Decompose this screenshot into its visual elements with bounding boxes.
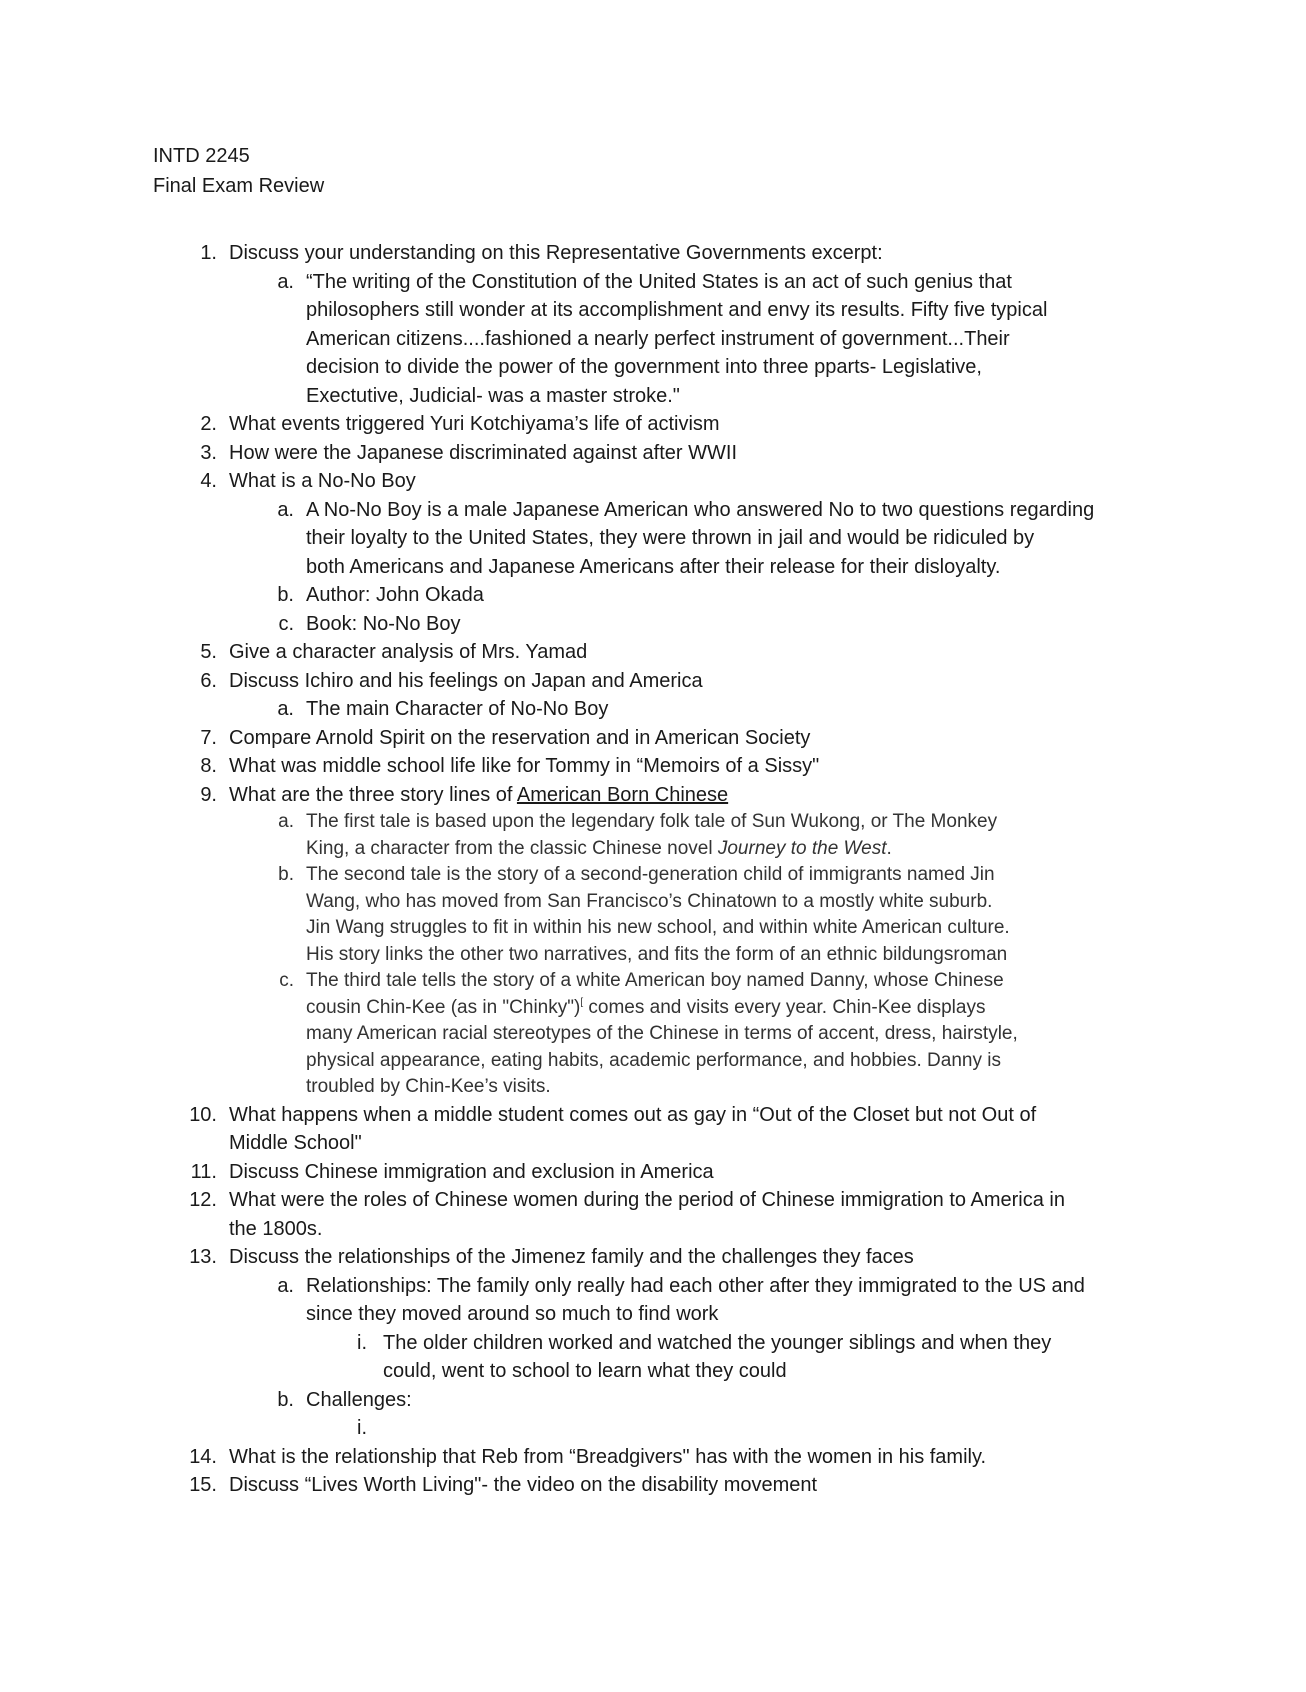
question-item [189, 1101, 1306, 1158]
sub-item [277, 496, 1306, 582]
text-line: Compare Arnold Spirit on the reservation and in American Society [229, 726, 811, 749]
item-marker: 11. [190, 1160, 217, 1183]
item-marker: 2. [200, 413, 217, 435]
sub-item [278, 862, 1306, 968]
citation-mark: [ [580, 996, 584, 1008]
item-text [229, 239, 883, 268]
text-line: What is the relationship that Reb from “Breadgivers" has with the women in his family. [229, 1445, 987, 1468]
item-text [229, 724, 810, 753]
item-marker: 13. [189, 1246, 217, 1268]
sub-item [277, 581, 1306, 610]
text-line: philosophers still wonder at its accomplishment and envy its results. Fifty five typical [306, 299, 1048, 321]
question-item [200, 439, 1306, 468]
sub-sub-item [357, 1414, 1306, 1443]
text-line: Discuss Chinese immigration and exclusion in America [229, 1160, 714, 1183]
item-text [229, 1158, 714, 1187]
text-line: The first tale is based upon the legendary folk tale of Sun Wukong, or The Monkey [306, 811, 998, 832]
item-marker: 5. [200, 641, 217, 663]
text-line: the 1800s. [229, 1217, 323, 1240]
text-line: Relationships: The family only really had each other after they immigrated to the US and [306, 1274, 1085, 1297]
item-marker: a. [278, 811, 294, 832]
question-item [189, 1243, 1306, 1272]
sub-item [277, 1272, 1306, 1329]
text-line: What happens when a middle student comes out as gay in “Out of the Closet but not Out of [229, 1103, 1037, 1126]
text-line: Book: No-No Boy [306, 612, 461, 635]
item-text [306, 496, 1094, 582]
item-marker: 4. [200, 470, 217, 492]
text-line: since they moved around so much to find work [306, 1303, 719, 1325]
question-item [200, 724, 1306, 753]
item-marker: b. [277, 584, 294, 606]
text-line: What was middle school life like for Tommy in “Memoirs of a Sissy" [229, 755, 820, 777]
text-line: What were the roles of Chinese women during the period of Chinese immigration to America in [229, 1189, 1065, 1211]
item-marker: a. [277, 498, 294, 521]
text-line: Discuss “Lives Worth Living"- the video on the disability movement [229, 1474, 818, 1496]
question-item [200, 667, 1306, 696]
item-text [306, 1272, 1085, 1329]
item-text [229, 1101, 1036, 1158]
item-text [383, 1329, 1051, 1386]
item-text [229, 1471, 817, 1500]
text-line: . [886, 837, 892, 859]
sub-item [277, 695, 1306, 724]
text-line: A No-No Boy is a male Japanese American who answered No to two questions regarding [306, 498, 1095, 521]
text-line: could, went to school to learn what they could [383, 1360, 787, 1382]
item-marker: 6. [200, 669, 217, 692]
text-line: Discuss the relationships of the Jimenez family and the challenges they faces [229, 1246, 914, 1268]
novel-title: Journey to the West [717, 837, 887, 859]
text-line: Discuss your understanding on this Representative Governments excerpt: [229, 242, 883, 264]
sub-item [278, 610, 1306, 639]
text-line: How were the Japanese discriminated against after WWII [229, 441, 737, 464]
item-marker: a. [277, 1274, 294, 1297]
item-text [306, 1386, 412, 1415]
item-text [306, 610, 461, 639]
item-text [229, 667, 703, 696]
item-text [306, 968, 1018, 1101]
item-marker: i. [357, 1417, 367, 1439]
text-line: King, a character from the classic Chinese novel [306, 837, 718, 859]
item-text [229, 638, 587, 667]
question-item [200, 467, 1306, 496]
text-line: both Americans and Japanese Americans after their release for their disloyalty. [306, 555, 1001, 578]
item-text [229, 1443, 986, 1472]
question-item [200, 638, 1306, 667]
item-text [306, 268, 1047, 411]
item-text [306, 809, 997, 862]
item-marker: c. [279, 970, 294, 991]
text-line: The older children worked and watched the younger siblings and when they [383, 1331, 1052, 1354]
item-text [229, 1243, 914, 1272]
book-title: American Born Chinese [516, 783, 729, 806]
question-item [190, 1158, 1306, 1187]
sub-item [277, 268, 1306, 411]
sub-sub-item [357, 1329, 1306, 1386]
text-line: The main Character of No-No Boy [306, 698, 609, 720]
item-text [306, 581, 484, 610]
item-marker: a. [277, 270, 294, 293]
course-code: INTD 2245 [153, 145, 250, 167]
question-item [189, 1443, 1306, 1472]
text-line: comes and visits every year. Chin-Kee displays [583, 996, 986, 1018]
text-line: physical appearance, eating habits, academic performance, and hobbies. Danny is [306, 1049, 1001, 1071]
text-line: Wang, who has moved from San Francisco’s Chinatown to a mostly white suburb. [306, 890, 993, 912]
item-text [229, 781, 728, 810]
text-line: many American racial stereotypes of the Chinese in terms of accent, dress, hairstyle, [306, 1023, 1018, 1044]
text-line: American citizens....fashioned a nearly perfect instrument of government...Their [306, 327, 1010, 350]
item-text [229, 439, 737, 468]
text-line: The third tale tells the story of a white American boy named Danny, whose Chinese [306, 970, 1004, 991]
item-marker: 10. [189, 1103, 217, 1126]
sub-item [279, 968, 1306, 1101]
question-item [200, 410, 1306, 439]
text-line: their loyalty to the United States, they were thrown in jail and would be ridiculed by [306, 527, 1035, 549]
text-line: What events triggered Yuri Kotchiyama’s life of activism [229, 413, 720, 435]
item-text [229, 752, 819, 781]
text-line: troubled by Chin-Kee’s visits. [306, 1076, 551, 1097]
item-marker: 14. [189, 1445, 217, 1468]
text-line: Middle School" [229, 1132, 362, 1154]
text-line: What is a No-No Boy [229, 470, 416, 492]
text-line: Jin Wang struggles to fit in within his new school, and within white American culture. [306, 917, 1010, 938]
text-line: decision to divide the power of the government into three pparts- Legislative, [306, 356, 982, 378]
question-item [189, 1471, 1306, 1500]
item-text [229, 410, 720, 439]
text-line: Author: John Okada [306, 584, 484, 606]
item-marker: b. [277, 1388, 294, 1411]
item-text [229, 467, 416, 496]
item-marker: i. [357, 1331, 367, 1354]
text-line: Exectutive, Judicial- was a master stroke." [306, 384, 680, 407]
question-item [200, 781, 1306, 810]
item-marker: 15. [189, 1474, 217, 1496]
text-line: “The writing of the Constitution of the United States is an act of such genius that [306, 270, 1012, 293]
item-marker: b. [278, 864, 294, 885]
text-line: His story links the other two narratives, and fits the form of an ethnic bildungsroman [306, 943, 1008, 965]
item-marker: c. [278, 612, 294, 635]
item-marker: 12. [189, 1189, 217, 1211]
item-text [306, 695, 608, 724]
item-marker: a. [277, 698, 294, 720]
item-text [306, 862, 1010, 968]
sub-item [277, 1386, 1306, 1415]
item-text [229, 1186, 1065, 1243]
text-line: What are the three story lines of [229, 783, 517, 806]
text-line: cousin Chin-Kee (as in "Chinky") [306, 996, 581, 1018]
question-item [200, 752, 1306, 781]
document-title: Final Exam Review [153, 175, 325, 197]
text-line: Challenges: [306, 1388, 412, 1411]
text-line: Give a character analysis of Mrs. Yamad [229, 641, 588, 663]
text-line: The second tale is the story of a second-generation child of immigrants named Jin [306, 864, 995, 885]
sub-item [278, 809, 1306, 862]
text-line: Discuss Ichiro and his feelings on Japan and America [229, 669, 703, 692]
item-marker: 7. [200, 726, 217, 749]
question-item [200, 239, 1306, 268]
item-marker: 8. [200, 755, 217, 777]
item-marker: 3. [200, 441, 217, 464]
review-question-list [0, 239, 1306, 1500]
item-marker: 9. [200, 783, 217, 806]
question-item [189, 1186, 1306, 1243]
item-marker: 1. [200, 242, 217, 264]
